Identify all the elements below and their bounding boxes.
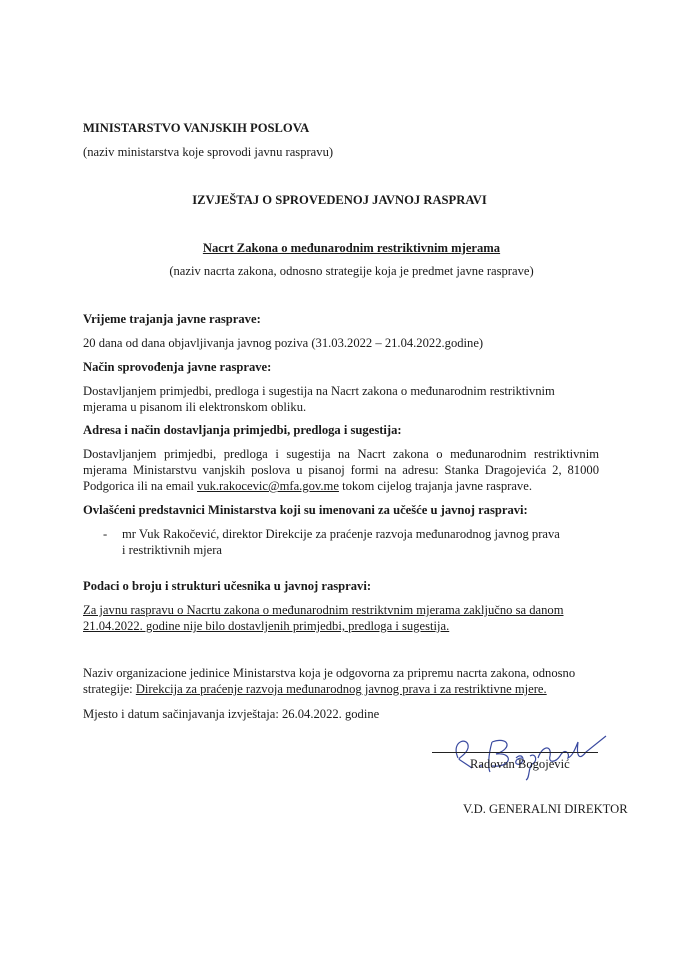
signature-line [432,752,598,753]
address-text [83,446,599,494]
signatory-name: Radovan Bogojević [470,757,570,771]
reps-item: mr Vuk Rakočević, direktor Direkcije za praćenje razvoja međunarodnog javnog prava i restriktivnih mjera [122,527,560,557]
place-date: Mjesto i datum sačinjavanja izvještaja: 26.04.2022. godine [83,707,380,721]
address-heading: Adresa i način dostavljanja primjedbi, predloga i sugestija: [83,423,402,437]
participants-heading: Podaci o broju i strukturi učesnika u javnoj raspravi: [83,579,372,593]
address-text-part: tokom cijelog trajanja javne rasprave. [338,479,532,493]
duration-heading: Vrijeme trajanja javne rasprave: [83,312,261,326]
report-title: IZVJEŠTAJ O SPROVEDENOJ JAVNOJ RASPRAVI [192,193,487,207]
bullet-dash: - [103,527,108,541]
unit-text [83,665,599,697]
duration-text: 20 dana od dana objavljivanja javnog poziva (31.03.2022 – 21.04.2022.godine) [83,336,484,350]
reps-heading: Ovlašćeni predstavnici Ministarstva koji su imenovani za učešće u javnoj raspravi: [83,503,528,517]
unit-name: Direkcija za praćenje razvoja međunarodnog javnog prava i za restriktivne mjere. [135,682,547,696]
law-title: Nacrt Zakona o međunarodnim restriktivnim mjerama [202,241,501,255]
ministry-name: MINISTARSTVO VANJSKIH POSLOVA [83,121,310,135]
email-link[interactable]: vuk.rakocevic@mfa.gov.me [197,479,339,493]
law-note: (naziv nacrta zakona, odnosno strategije koja je predmet javne rasprave) [169,264,534,278]
address-text-part: Dostavljanjem primjedbi, predloga i sugestija na Nacrt zakona o međunarodnim restriktivnim mjerama Ministarstvu vanjskih poslova u pisanoj formi na adresu: Stanka Dragojevića 2, 81000 Podgorica ili na email [83,447,599,493]
method-heading: Način sprovođenja javne rasprave: [83,360,272,374]
method-text: Dostavljanjem primjedbi, predloga i sugestija na Nacrt zakona o međunarodnim restriktivnim mjerama u pisanom ili elektronskom obliku. [83,384,555,414]
unit-label: Naziv organizacione jedinice Ministarstva koja je odgovorna za pripremu nacrta zakona, odnosno strategije: [83,666,576,696]
ministry-note: (naziv ministarstva koje sprovodi javnu raspravu) [83,145,334,159]
participants-text: Za javnu raspravu o Nacrtu zakona o međunarodnim restriktvnim mjerama zaključno sa danom 21.04.2022. godine nije bilo dostavljenih primjedbi, predloga i sugestija. [83,603,564,633]
signatory-title: V.D. GENERALNI DIREKTOR [463,802,628,816]
